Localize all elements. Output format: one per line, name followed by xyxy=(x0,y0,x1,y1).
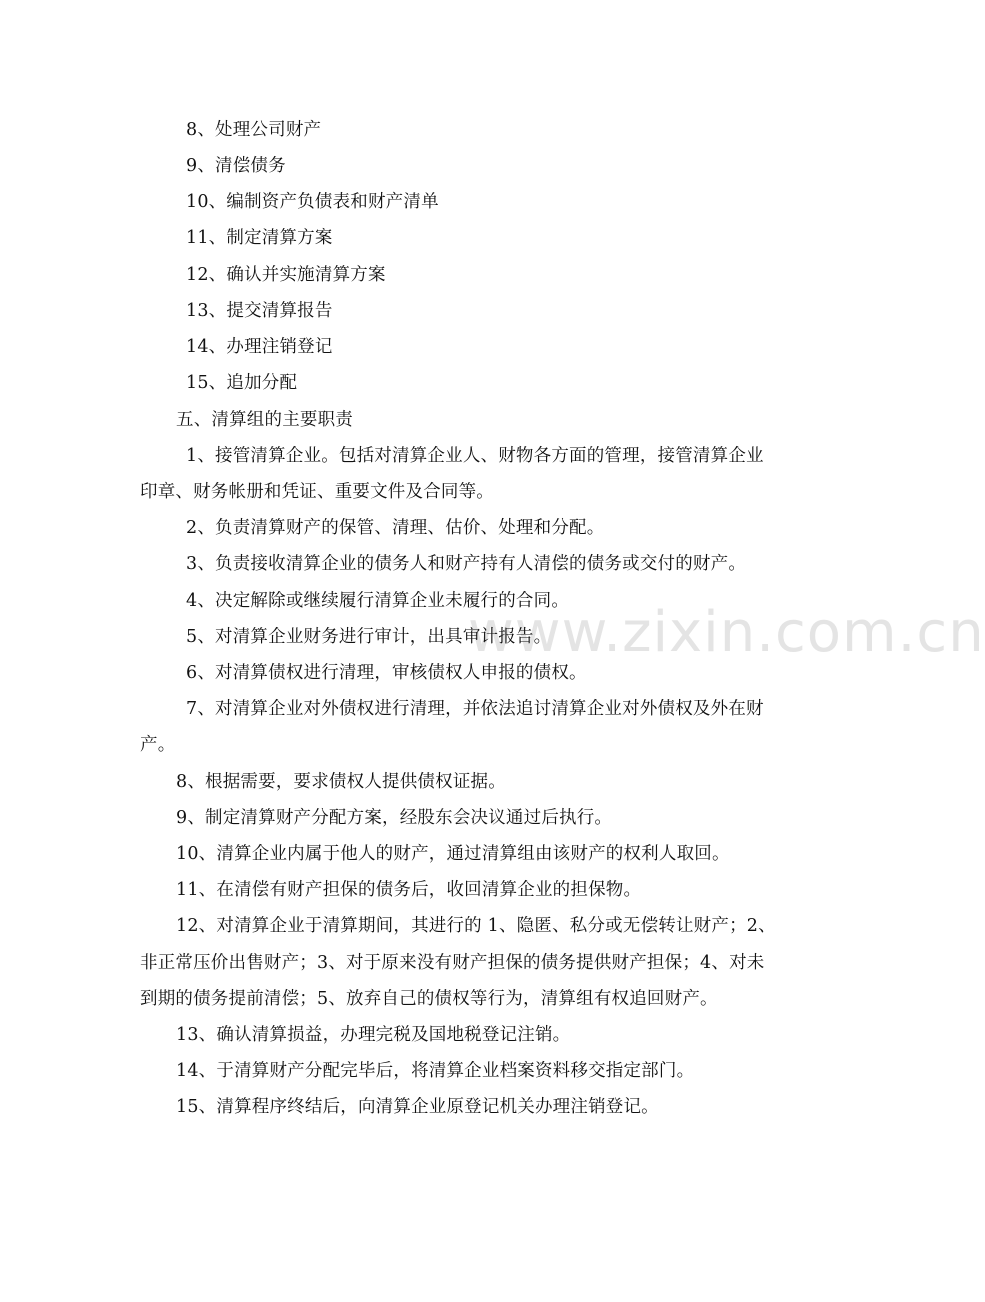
paragraph-line: 印章、财务帐册和凭证、重要文件及合同等。 xyxy=(140,482,494,502)
list-item: 14、办理注销登记 xyxy=(186,337,333,357)
paragraph-line: 13、确认清算损益，办理完税及国地税登记注销。 xyxy=(176,1025,571,1045)
list-item: 9、清偿债务 xyxy=(186,156,286,176)
list-item: 10、编制资产负债表和财产清单 xyxy=(186,192,439,212)
list-item: 12、确认并实施清算方案 xyxy=(186,265,386,285)
paragraph-line: 产。 xyxy=(140,735,176,755)
paragraph-line: 9、制定清算财产分配方案，经股东会决议通过后执行。 xyxy=(176,808,613,828)
paragraph-line: 2、负责清算财产的保管、清理、估价、处理和分配。 xyxy=(186,518,605,538)
paragraph-line: 7、对清算企业对外债权进行清理，并依法追讨清算企业对外债权及外在财 xyxy=(186,699,764,719)
paragraph-line: 4、决定解除或继续履行清算企业未履行的合同。 xyxy=(186,591,570,611)
paragraph-line: 15、清算程序终结后，向清算企业原登记机关办理注销登记。 xyxy=(176,1097,659,1117)
list-item: 8、处理公司财产 xyxy=(186,120,322,140)
paragraph-line: 14、于清算财产分配完毕后，将清算企业档案资料移交指定部门。 xyxy=(176,1061,695,1081)
paragraph-line: 5、对清算企业财务进行审计，出具审计报告。 xyxy=(186,627,552,647)
watermark: www.zixin.com.cn xyxy=(468,600,985,665)
paragraph-line: 6、对清算债权进行清理，审核债权人申报的债权。 xyxy=(186,663,587,683)
paragraph-line: 11、在清偿有财产担保的债务后，收回清算企业的担保物。 xyxy=(176,880,642,900)
list-item: 11、制定清算方案 xyxy=(186,228,333,248)
paragraph-line: 3、负责接收清算企业的债务人和财产持有人清偿的债务或交付的财产。 xyxy=(186,554,747,574)
paragraph-line: 10、清算企业内属于他人的财产，通过清算组由该财产的权利人取回。 xyxy=(176,844,730,864)
section-heading: 五、清算组的主要职责 xyxy=(176,410,353,430)
paragraph-line: 8、根据需要，要求债权人提供债权证据。 xyxy=(176,772,506,792)
list-item: 13、提交清算报告 xyxy=(186,301,333,321)
paragraph-line: 非正常压价出售财产；3、对于原来没有财产担保的债务提供财产担保；4、对未 xyxy=(140,953,765,973)
paragraph-line: 到期的债务提前清偿；5、放弃自己的债权等行为，清算组有权追回财产。 xyxy=(140,989,718,1009)
list-item: 15、追加分配 xyxy=(186,373,298,393)
paragraph-line: 1、接管清算企业。包括对清算企业人、财物各方面的管理，接管清算企业 xyxy=(186,446,764,466)
paragraph-line: 12、对清算企业于清算期间，其进行的 1、隐匿、私分或无偿转让财产；2、 xyxy=(176,916,776,936)
